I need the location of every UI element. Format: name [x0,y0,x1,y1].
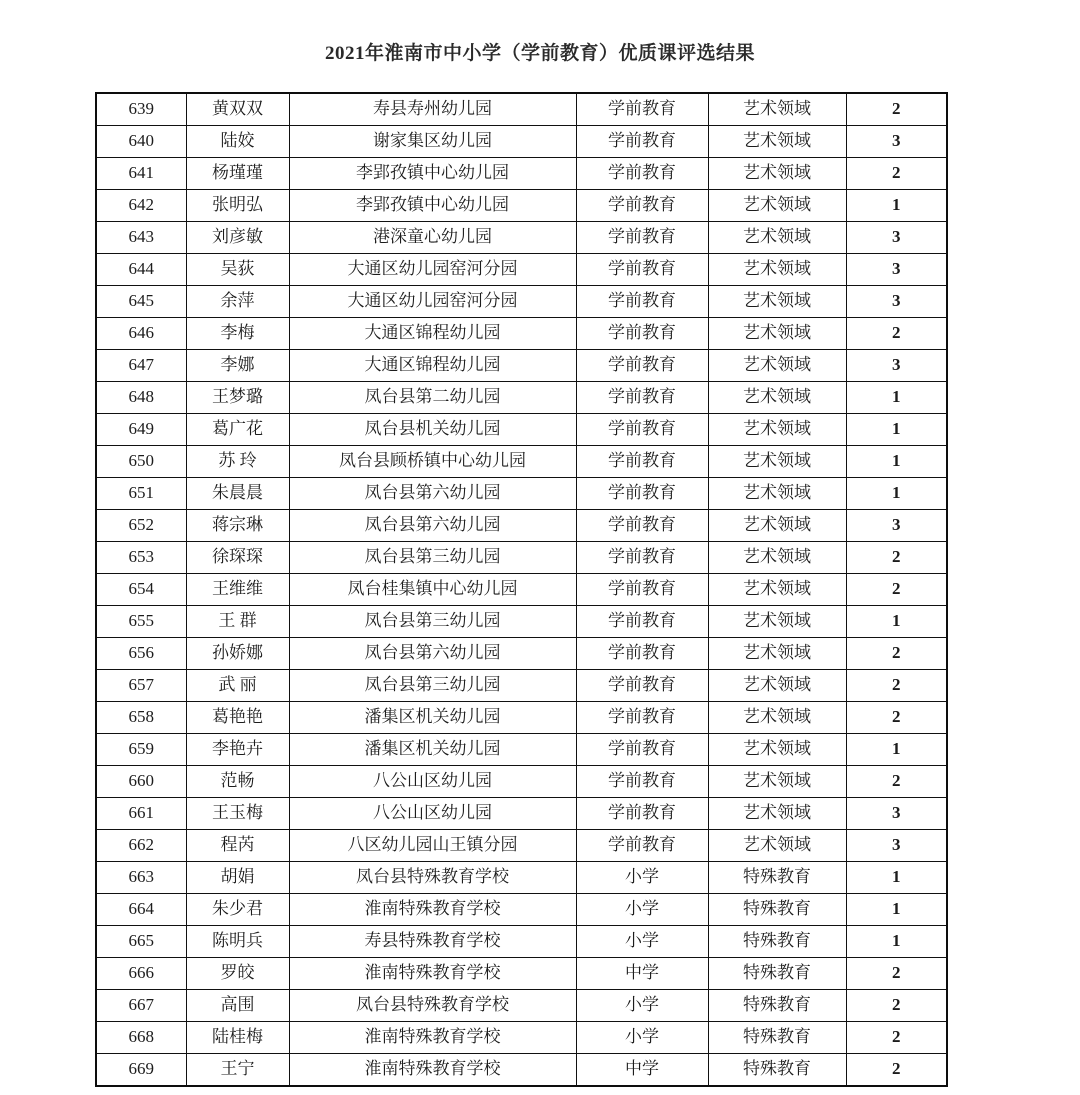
cell-level: 3 [846,510,947,542]
cell-name: 胡娟 [186,862,289,894]
cell-level: 3 [846,286,947,318]
table-row [96,894,947,926]
cell-name: 葛艳艳 [186,702,289,734]
table-row [96,702,947,734]
cell-stage: 学前教育 [576,542,708,574]
cell-field: 艺术领域 [708,830,846,862]
table-row [96,222,947,254]
cell-stage: 学前教育 [576,158,708,190]
cell-seq: 651 [96,478,186,510]
cell-seq: 661 [96,798,186,830]
cell-field: 艺术领域 [708,414,846,446]
table-row [96,830,947,862]
results-table-body [96,93,947,1086]
cell-field: 艺术领域 [708,93,846,126]
cell-name: 杨瑾瑾 [186,158,289,190]
table-row [96,926,947,958]
cell-seq: 653 [96,542,186,574]
cell-level: 2 [846,958,947,990]
table-row [96,606,947,638]
cell-field: 艺术领域 [708,638,846,670]
cell-school: 港深童心幼儿园 [289,222,576,254]
table-row [96,286,947,318]
cell-stage: 学前教育 [576,446,708,478]
cell-school: 大通区幼儿园窑河分园 [289,254,576,286]
cell-field: 特殊教育 [708,862,846,894]
cell-stage: 学前教育 [576,702,708,734]
cell-field: 特殊教育 [708,894,846,926]
results-table-container [95,92,946,1087]
cell-school: 凤台县第六幼儿园 [289,478,576,510]
cell-name: 李娜 [186,350,289,382]
cell-stage: 学前教育 [576,478,708,510]
cell-level: 1 [846,414,947,446]
cell-field: 特殊教育 [708,1022,846,1054]
cell-school: 凤台县机关幼儿园 [289,414,576,446]
cell-field: 艺术领域 [708,798,846,830]
cell-stage: 小学 [576,926,708,958]
cell-level: 2 [846,766,947,798]
cell-field: 艺术领域 [708,190,846,222]
cell-name: 李艳卉 [186,734,289,766]
cell-seq: 665 [96,926,186,958]
cell-field: 艺术领域 [708,734,846,766]
cell-stage: 学前教育 [576,798,708,830]
cell-field: 艺术领域 [708,286,846,318]
cell-field: 艺术领域 [708,702,846,734]
cell-seq: 666 [96,958,186,990]
cell-level: 1 [846,894,947,926]
cell-stage: 学前教育 [576,222,708,254]
cell-seq: 664 [96,894,186,926]
table-row [96,382,947,414]
table-row [96,1022,947,1054]
table-row [96,446,947,478]
cell-stage: 学前教育 [576,574,708,606]
cell-name: 徐琛琛 [186,542,289,574]
cell-name: 孙娇娜 [186,638,289,670]
cell-stage: 学前教育 [576,190,708,222]
table-row [96,350,947,382]
cell-school: 凤台县第三幼儿园 [289,542,576,574]
cell-level: 1 [846,382,947,414]
cell-school: 淮南特殊教育学校 [289,1054,576,1087]
cell-level: 2 [846,158,947,190]
cell-stage: 中学 [576,1054,708,1087]
cell-seq: 660 [96,766,186,798]
cell-name: 武 丽 [186,670,289,702]
table-row [96,510,947,542]
cell-school: 淮南特殊教育学校 [289,958,576,990]
cell-stage: 学前教育 [576,254,708,286]
cell-level: 2 [846,702,947,734]
cell-seq: 639 [96,93,186,126]
cell-seq: 654 [96,574,186,606]
cell-seq: 643 [96,222,186,254]
cell-seq: 644 [96,254,186,286]
cell-name: 王宁 [186,1054,289,1087]
cell-field: 特殊教育 [708,958,846,990]
cell-stage: 学前教育 [576,126,708,158]
table-row [96,958,947,990]
cell-stage: 中学 [576,958,708,990]
cell-level: 3 [846,830,947,862]
cell-name: 罗皎 [186,958,289,990]
cell-name: 朱少君 [186,894,289,926]
cell-school: 凤台县第二幼儿园 [289,382,576,414]
cell-name: 范畅 [186,766,289,798]
cell-stage: 学前教育 [576,93,708,126]
table-row [96,638,947,670]
cell-name: 蒋宗琳 [186,510,289,542]
cell-level: 1 [846,446,947,478]
cell-field: 艺术领域 [708,766,846,798]
table-row [96,1054,947,1087]
cell-name: 王梦璐 [186,382,289,414]
cell-level: 1 [846,734,947,766]
cell-school: 八公山区幼儿园 [289,798,576,830]
cell-level: 2 [846,638,947,670]
cell-seq: 657 [96,670,186,702]
cell-level: 2 [846,990,947,1022]
cell-field: 特殊教育 [708,1054,846,1087]
cell-school: 李郢孜镇中心幼儿园 [289,190,576,222]
cell-stage: 学前教育 [576,318,708,350]
cell-name: 余萍 [186,286,289,318]
cell-level: 1 [846,862,947,894]
cell-name: 朱晨晨 [186,478,289,510]
cell-school: 凤台县特殊教育学校 [289,990,576,1022]
cell-stage: 学前教育 [576,350,708,382]
table-row [96,190,947,222]
cell-level: 1 [846,478,947,510]
cell-name: 程芮 [186,830,289,862]
cell-field: 特殊教育 [708,990,846,1022]
table-row [96,158,947,190]
cell-name: 黄双双 [186,93,289,126]
cell-stage: 学前教育 [576,286,708,318]
cell-school: 大通区锦程幼儿园 [289,318,576,350]
table-row [96,542,947,574]
cell-seq: 650 [96,446,186,478]
cell-seq: 668 [96,1022,186,1054]
cell-school: 寿县特殊教育学校 [289,926,576,958]
cell-level: 2 [846,93,947,126]
cell-seq: 652 [96,510,186,542]
cell-school: 潘集区机关幼儿园 [289,734,576,766]
cell-level: 3 [846,222,947,254]
cell-seq: 640 [96,126,186,158]
table-row [96,478,947,510]
cell-school: 凤台县第三幼儿园 [289,670,576,702]
cell-seq: 645 [96,286,186,318]
cell-level: 3 [846,798,947,830]
cell-name: 王维维 [186,574,289,606]
cell-level: 1 [846,606,947,638]
table-row [96,318,947,350]
cell-school: 淮南特殊教育学校 [289,894,576,926]
cell-seq: 646 [96,318,186,350]
table-row [96,798,947,830]
cell-name: 吴荻 [186,254,289,286]
cell-field: 艺术领域 [708,382,846,414]
cell-level: 2 [846,542,947,574]
cell-seq: 662 [96,830,186,862]
cell-field: 艺术领域 [708,478,846,510]
cell-seq: 667 [96,990,186,1022]
cell-field: 艺术领域 [708,542,846,574]
cell-school: 淮南特殊教育学校 [289,1022,576,1054]
cell-stage: 学前教育 [576,638,708,670]
cell-name: 李梅 [186,318,289,350]
table-row [96,93,947,126]
cell-stage: 学前教育 [576,670,708,702]
cell-level: 2 [846,1054,947,1087]
cell-seq: 669 [96,1054,186,1087]
cell-school: 潘集区机关幼儿园 [289,702,576,734]
cell-school: 凤台桂集镇中心幼儿园 [289,574,576,606]
cell-seq: 647 [96,350,186,382]
cell-school: 八区幼儿园山王镇分园 [289,830,576,862]
table-row [96,414,947,446]
cell-school: 凤台县第三幼儿园 [289,606,576,638]
cell-seq: 663 [96,862,186,894]
cell-stage: 学前教育 [576,606,708,638]
cell-level: 3 [846,350,947,382]
cell-field: 艺术领域 [708,222,846,254]
cell-field: 艺术领域 [708,670,846,702]
cell-field: 艺术领域 [708,510,846,542]
page-title: 2021年淮南市中小学（学前教育）优质课评选结果 [324,43,755,64]
cell-name: 张明弘 [186,190,289,222]
cell-stage: 学前教育 [576,830,708,862]
cell-name: 刘彦敏 [186,222,289,254]
cell-field: 艺术领域 [708,350,846,382]
table-row [96,862,947,894]
cell-school: 八公山区幼儿园 [289,766,576,798]
cell-field: 艺术领域 [708,158,846,190]
cell-field: 艺术领域 [708,446,846,478]
table-row [96,574,947,606]
cell-name: 陆姣 [186,126,289,158]
cell-school: 谢家集区幼儿园 [289,126,576,158]
cell-level: 3 [846,254,947,286]
cell-stage: 小学 [576,862,708,894]
cell-school: 李郢孜镇中心幼儿园 [289,158,576,190]
cell-field: 艺术领域 [708,606,846,638]
table-row [96,126,947,158]
cell-name: 陆桂梅 [186,1022,289,1054]
cell-stage: 学前教育 [576,414,708,446]
cell-level: 2 [846,318,947,350]
cell-field: 艺术领域 [708,254,846,286]
results-table [95,92,948,1087]
cell-name: 高围 [186,990,289,1022]
cell-seq: 658 [96,702,186,734]
cell-field: 艺术领域 [708,318,846,350]
cell-stage: 小学 [576,1022,708,1054]
cell-seq: 655 [96,606,186,638]
cell-level: 3 [846,126,947,158]
cell-stage: 学前教育 [576,766,708,798]
cell-name: 陈明兵 [186,926,289,958]
cell-school: 凤台县特殊教育学校 [289,862,576,894]
cell-school: 寿县寿州幼儿园 [289,93,576,126]
cell-school: 凤台县顾桥镇中心幼儿园 [289,446,576,478]
cell-stage: 学前教育 [576,734,708,766]
cell-seq: 642 [96,190,186,222]
cell-level: 1 [846,926,947,958]
cell-name: 苏 玲 [186,446,289,478]
cell-name: 王 群 [186,606,289,638]
cell-level: 2 [846,574,947,606]
cell-name: 葛广花 [186,414,289,446]
cell-seq: 656 [96,638,186,670]
cell-stage: 学前教育 [576,382,708,414]
cell-seq: 648 [96,382,186,414]
cell-stage: 学前教育 [576,510,708,542]
table-row [96,990,947,1022]
cell-level: 2 [846,1022,947,1054]
cell-stage: 小学 [576,990,708,1022]
cell-school: 凤台县第六幼儿园 [289,510,576,542]
table-row [96,670,947,702]
cell-seq: 641 [96,158,186,190]
cell-school: 凤台县第六幼儿园 [289,638,576,670]
cell-level: 1 [846,190,947,222]
cell-field: 特殊教育 [708,926,846,958]
cell-stage: 小学 [576,894,708,926]
table-row [96,734,947,766]
cell-school: 大通区锦程幼儿园 [289,350,576,382]
cell-seq: 659 [96,734,186,766]
cell-field: 艺术领域 [708,574,846,606]
cell-name: 王玉梅 [186,798,289,830]
table-row [96,766,947,798]
cell-field: 艺术领域 [708,126,846,158]
cell-seq: 649 [96,414,186,446]
cell-level: 2 [846,670,947,702]
table-row [96,254,947,286]
cell-school: 大通区幼儿园窑河分园 [289,286,576,318]
